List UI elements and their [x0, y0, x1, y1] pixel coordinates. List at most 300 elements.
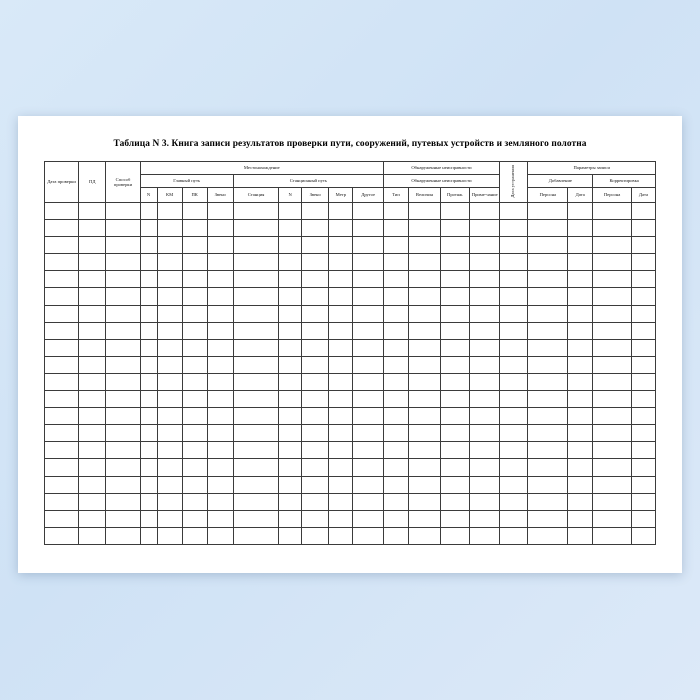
table-cell[interactable] — [470, 442, 500, 459]
table-cell[interactable] — [593, 271, 632, 288]
table-cell[interactable] — [329, 220, 353, 237]
table-cell[interactable] — [207, 254, 233, 271]
table-cell[interactable] — [593, 339, 632, 356]
table-row[interactable] — [45, 527, 656, 544]
table-cell[interactable] — [528, 305, 568, 322]
table-cell[interactable] — [470, 459, 500, 476]
table-cell[interactable] — [182, 459, 207, 476]
table-cell[interactable] — [568, 391, 593, 408]
table-cell[interactable] — [79, 408, 106, 425]
table-cell[interactable] — [440, 425, 470, 442]
table-cell[interactable] — [329, 322, 353, 339]
table-cell[interactable] — [470, 271, 500, 288]
table-cell[interactable] — [409, 425, 441, 442]
table-cell[interactable] — [329, 459, 353, 476]
table-cell[interactable] — [233, 237, 279, 254]
table-cell[interactable] — [593, 493, 632, 510]
table-row[interactable] — [45, 339, 656, 356]
table-cell[interactable] — [500, 425, 528, 442]
table-cell[interactable] — [157, 459, 182, 476]
table-cell[interactable] — [79, 339, 106, 356]
table-cell[interactable] — [500, 373, 528, 390]
table-cell[interactable] — [207, 425, 233, 442]
table-cell[interactable] — [329, 391, 353, 408]
table-cell[interactable] — [500, 237, 528, 254]
table-cell[interactable] — [233, 408, 279, 425]
table-cell[interactable] — [384, 527, 409, 544]
table-cell[interactable] — [233, 203, 279, 220]
table-cell[interactable] — [329, 305, 353, 322]
table-cell[interactable] — [233, 322, 279, 339]
table-cell[interactable] — [279, 203, 302, 220]
table-cell[interactable] — [45, 305, 79, 322]
table-cell[interactable] — [470, 220, 500, 237]
table-cell[interactable] — [182, 391, 207, 408]
table-cell[interactable] — [593, 408, 632, 425]
table-cell[interactable] — [106, 288, 140, 305]
table-row[interactable] — [45, 373, 656, 390]
table-cell[interactable] — [440, 476, 470, 493]
table-row[interactable] — [45, 322, 656, 339]
table-cell[interactable] — [182, 305, 207, 322]
table-cell[interactable] — [384, 356, 409, 373]
table-cell[interactable] — [106, 391, 140, 408]
table-cell[interactable] — [207, 391, 233, 408]
table-cell[interactable] — [470, 373, 500, 390]
table-cell[interactable] — [568, 288, 593, 305]
table-cell[interactable] — [631, 305, 655, 322]
table-cell[interactable] — [45, 339, 79, 356]
table-cell[interactable] — [140, 271, 157, 288]
table-cell[interactable] — [353, 305, 384, 322]
table-cell[interactable] — [631, 220, 655, 237]
table-cell[interactable] — [409, 322, 441, 339]
table-cell[interactable] — [79, 254, 106, 271]
table-cell[interactable] — [106, 527, 140, 544]
table-cell[interactable] — [528, 203, 568, 220]
table-cell[interactable] — [157, 322, 182, 339]
table-cell[interactable] — [79, 203, 106, 220]
table-cell[interactable] — [233, 425, 279, 442]
table-cell[interactable] — [440, 527, 470, 544]
table-cell[interactable] — [353, 373, 384, 390]
table-cell[interactable] — [140, 220, 157, 237]
table-cell[interactable] — [568, 271, 593, 288]
table-row[interactable] — [45, 220, 656, 237]
table-cell[interactable] — [384, 203, 409, 220]
table-cell[interactable] — [329, 203, 353, 220]
table-cell[interactable] — [279, 305, 302, 322]
table-cell[interactable] — [182, 237, 207, 254]
table-cell[interactable] — [593, 510, 632, 527]
table-cell[interactable] — [440, 442, 470, 459]
table-cell[interactable] — [440, 254, 470, 271]
table-cell[interactable] — [528, 288, 568, 305]
table-cell[interactable] — [106, 220, 140, 237]
table-cell[interactable] — [470, 493, 500, 510]
table-cell[interactable] — [140, 305, 157, 322]
table-cell[interactable] — [440, 322, 470, 339]
table-cell[interactable] — [157, 220, 182, 237]
table-cell[interactable] — [470, 425, 500, 442]
table-cell[interactable] — [384, 373, 409, 390]
table-cell[interactable] — [79, 373, 106, 390]
table-cell[interactable] — [353, 493, 384, 510]
table-cell[interactable] — [79, 271, 106, 288]
table-cell[interactable] — [528, 493, 568, 510]
table-cell[interactable] — [140, 322, 157, 339]
table-cell[interactable] — [409, 408, 441, 425]
table-row[interactable] — [45, 356, 656, 373]
table-cell[interactable] — [353, 442, 384, 459]
table-cell[interactable] — [157, 339, 182, 356]
table-cell[interactable] — [182, 322, 207, 339]
table-cell[interactable] — [279, 527, 302, 544]
table-cell[interactable] — [470, 510, 500, 527]
table-cell[interactable] — [384, 459, 409, 476]
table-cell[interactable] — [384, 510, 409, 527]
table-cell[interactable] — [440, 408, 470, 425]
table-cell[interactable] — [440, 459, 470, 476]
table-cell[interactable] — [233, 288, 279, 305]
table-cell[interactable] — [568, 510, 593, 527]
table-cell[interactable] — [384, 493, 409, 510]
table-cell[interactable] — [182, 442, 207, 459]
table-cell[interactable] — [409, 271, 441, 288]
table-row[interactable] — [45, 391, 656, 408]
table-cell[interactable] — [568, 408, 593, 425]
table-cell[interactable] — [528, 408, 568, 425]
table-cell[interactable] — [409, 237, 441, 254]
table-row[interactable] — [45, 271, 656, 288]
table-cell[interactable] — [353, 203, 384, 220]
table-cell[interactable] — [528, 425, 568, 442]
table-cell[interactable] — [45, 408, 79, 425]
table-cell[interactable] — [106, 271, 140, 288]
table-cell[interactable] — [384, 237, 409, 254]
table-row[interactable] — [45, 510, 656, 527]
table-cell[interactable] — [157, 254, 182, 271]
table-cell[interactable] — [106, 339, 140, 356]
table-cell[interactable] — [500, 203, 528, 220]
table-cell[interactable] — [233, 220, 279, 237]
table-cell[interactable] — [207, 322, 233, 339]
table-cell[interactable] — [157, 493, 182, 510]
table-cell[interactable] — [182, 339, 207, 356]
table-cell[interactable] — [500, 271, 528, 288]
table-cell[interactable] — [302, 493, 329, 510]
table-cell[interactable] — [593, 391, 632, 408]
table-cell[interactable] — [568, 305, 593, 322]
table-cell[interactable] — [182, 203, 207, 220]
table-cell[interactable] — [568, 459, 593, 476]
table-cell[interactable] — [106, 459, 140, 476]
table-cell[interactable] — [528, 271, 568, 288]
table-cell[interactable] — [207, 305, 233, 322]
table-cell[interactable] — [470, 254, 500, 271]
table-cell[interactable] — [182, 288, 207, 305]
table-cell[interactable] — [568, 254, 593, 271]
table-cell[interactable] — [631, 339, 655, 356]
table-cell[interactable] — [409, 391, 441, 408]
table-cell[interactable] — [631, 527, 655, 544]
table-cell[interactable] — [500, 391, 528, 408]
table-cell[interactable] — [409, 442, 441, 459]
table-cell[interactable] — [500, 476, 528, 493]
table-cell[interactable] — [568, 203, 593, 220]
table-cell[interactable] — [631, 288, 655, 305]
table-cell[interactable] — [79, 322, 106, 339]
table-cell[interactable] — [302, 459, 329, 476]
table-row[interactable] — [45, 305, 656, 322]
table-cell[interactable] — [353, 322, 384, 339]
table-cell[interactable] — [409, 203, 441, 220]
table-cell[interactable] — [631, 356, 655, 373]
table-cell[interactable] — [631, 459, 655, 476]
table-cell[interactable] — [440, 356, 470, 373]
table-cell[interactable] — [384, 288, 409, 305]
table-cell[interactable] — [568, 442, 593, 459]
table-cell[interactable] — [79, 425, 106, 442]
table-cell[interactable] — [207, 527, 233, 544]
table-cell[interactable] — [106, 373, 140, 390]
table-cell[interactable] — [233, 373, 279, 390]
table-cell[interactable] — [302, 442, 329, 459]
table-cell[interactable] — [140, 254, 157, 271]
table-cell[interactable] — [207, 288, 233, 305]
table-cell[interactable] — [440, 220, 470, 237]
table-row[interactable] — [45, 408, 656, 425]
table-cell[interactable] — [233, 510, 279, 527]
table-row[interactable] — [45, 493, 656, 510]
table-cell[interactable] — [233, 339, 279, 356]
table-cell[interactable] — [384, 271, 409, 288]
table-cell[interactable] — [279, 373, 302, 390]
table-cell[interactable] — [140, 356, 157, 373]
table-cell[interactable] — [140, 288, 157, 305]
table-cell[interactable] — [233, 459, 279, 476]
table-cell[interactable] — [500, 408, 528, 425]
table-cell[interactable] — [528, 391, 568, 408]
table-cell[interactable] — [384, 220, 409, 237]
table-cell[interactable] — [329, 493, 353, 510]
table-cell[interactable] — [140, 237, 157, 254]
table-cell[interactable] — [302, 220, 329, 237]
table-cell[interactable] — [353, 339, 384, 356]
table-cell[interactable] — [631, 373, 655, 390]
table-cell[interactable] — [279, 476, 302, 493]
table-cell[interactable] — [157, 442, 182, 459]
table-cell[interactable] — [568, 339, 593, 356]
table-cell[interactable] — [470, 237, 500, 254]
table-cell[interactable] — [279, 271, 302, 288]
table-cell[interactable] — [384, 254, 409, 271]
table-cell[interactable] — [384, 391, 409, 408]
table-cell[interactable] — [302, 510, 329, 527]
table-cell[interactable] — [528, 322, 568, 339]
table-cell[interactable] — [157, 425, 182, 442]
table-cell[interactable] — [233, 254, 279, 271]
table-cell[interactable] — [233, 391, 279, 408]
table-cell[interactable] — [528, 459, 568, 476]
table-cell[interactable] — [470, 203, 500, 220]
table-cell[interactable] — [409, 220, 441, 237]
table-cell[interactable] — [79, 220, 106, 237]
table-cell[interactable] — [353, 408, 384, 425]
table-cell[interactable] — [329, 356, 353, 373]
table-cell[interactable] — [302, 391, 329, 408]
table-cell[interactable] — [593, 254, 632, 271]
table-row[interactable] — [45, 254, 656, 271]
table-cell[interactable] — [631, 442, 655, 459]
table-cell[interactable] — [353, 237, 384, 254]
table-cell[interactable] — [302, 254, 329, 271]
table-cell[interactable] — [440, 305, 470, 322]
table-cell[interactable] — [302, 425, 329, 442]
table-cell[interactable] — [470, 408, 500, 425]
table-cell[interactable] — [329, 476, 353, 493]
table-cell[interactable] — [470, 288, 500, 305]
table-cell[interactable] — [207, 339, 233, 356]
table-cell[interactable] — [45, 510, 79, 527]
table-cell[interactable] — [409, 493, 441, 510]
table-cell[interactable] — [79, 237, 106, 254]
table-cell[interactable] — [384, 442, 409, 459]
table-cell[interactable] — [302, 339, 329, 356]
table-cell[interactable] — [593, 442, 632, 459]
table-cell[interactable] — [45, 476, 79, 493]
table-cell[interactable] — [528, 527, 568, 544]
table-cell[interactable] — [45, 203, 79, 220]
table-cell[interactable] — [207, 459, 233, 476]
table-cell[interactable] — [182, 220, 207, 237]
table-cell[interactable] — [302, 237, 329, 254]
table-cell[interactable] — [302, 305, 329, 322]
table-cell[interactable] — [106, 493, 140, 510]
table-cell[interactable] — [409, 476, 441, 493]
table-row[interactable] — [45, 459, 656, 476]
table-cell[interactable] — [528, 254, 568, 271]
table-cell[interactable] — [329, 408, 353, 425]
table-cell[interactable] — [440, 493, 470, 510]
table-cell[interactable] — [568, 527, 593, 544]
table-cell[interactable] — [440, 510, 470, 527]
table-cell[interactable] — [157, 510, 182, 527]
table-cell[interactable] — [207, 373, 233, 390]
table-cell[interactable] — [140, 203, 157, 220]
table-cell[interactable] — [470, 305, 500, 322]
table-cell[interactable] — [593, 288, 632, 305]
table-cell[interactable] — [279, 442, 302, 459]
table-cell[interactable] — [106, 425, 140, 442]
table-cell[interactable] — [106, 203, 140, 220]
table-cell[interactable] — [329, 510, 353, 527]
table-cell[interactable] — [528, 476, 568, 493]
table-cell[interactable] — [207, 271, 233, 288]
table-cell[interactable] — [302, 322, 329, 339]
table-cell[interactable] — [45, 220, 79, 237]
table-cell[interactable] — [79, 391, 106, 408]
table-cell[interactable] — [279, 322, 302, 339]
table-cell[interactable] — [500, 356, 528, 373]
table-cell[interactable] — [440, 288, 470, 305]
table-cell[interactable] — [157, 527, 182, 544]
table-cell[interactable] — [409, 373, 441, 390]
table-cell[interactable] — [470, 322, 500, 339]
table-cell[interactable] — [182, 254, 207, 271]
table-cell[interactable] — [593, 527, 632, 544]
table-cell[interactable] — [353, 425, 384, 442]
table-cell[interactable] — [568, 493, 593, 510]
table-cell[interactable] — [207, 510, 233, 527]
table-cell[interactable] — [353, 459, 384, 476]
table-cell[interactable] — [207, 493, 233, 510]
table-cell[interactable] — [279, 459, 302, 476]
table-cell[interactable] — [384, 322, 409, 339]
table-cell[interactable] — [409, 510, 441, 527]
table-cell[interactable] — [593, 305, 632, 322]
table-cell[interactable] — [440, 203, 470, 220]
table-row[interactable] — [45, 442, 656, 459]
table-cell[interactable] — [106, 442, 140, 459]
table-cell[interactable] — [329, 373, 353, 390]
table-cell[interactable] — [631, 203, 655, 220]
table-cell[interactable] — [302, 271, 329, 288]
table-cell[interactable] — [500, 288, 528, 305]
table-cell[interactable] — [140, 527, 157, 544]
table-cell[interactable] — [470, 339, 500, 356]
table-cell[interactable] — [140, 425, 157, 442]
table-cell[interactable] — [233, 476, 279, 493]
table-cell[interactable] — [631, 510, 655, 527]
table-cell[interactable] — [279, 254, 302, 271]
table-cell[interactable] — [140, 339, 157, 356]
table-cell[interactable] — [45, 459, 79, 476]
table-cell[interactable] — [440, 237, 470, 254]
table-cell[interactable] — [528, 510, 568, 527]
table-cell[interactable] — [440, 271, 470, 288]
table-cell[interactable] — [528, 237, 568, 254]
table-cell[interactable] — [353, 476, 384, 493]
table-cell[interactable] — [440, 391, 470, 408]
table-cell[interactable] — [568, 476, 593, 493]
table-cell[interactable] — [140, 476, 157, 493]
table-cell[interactable] — [279, 391, 302, 408]
table-cell[interactable] — [593, 356, 632, 373]
table-cell[interactable] — [106, 510, 140, 527]
table-cell[interactable] — [568, 425, 593, 442]
table-cell[interactable] — [279, 237, 302, 254]
table-cell[interactable] — [45, 288, 79, 305]
table-cell[interactable] — [157, 391, 182, 408]
table-cell[interactable] — [470, 391, 500, 408]
table-cell[interactable] — [593, 459, 632, 476]
table-cell[interactable] — [207, 442, 233, 459]
table-cell[interactable] — [384, 476, 409, 493]
table-cell[interactable] — [568, 356, 593, 373]
table-cell[interactable] — [79, 356, 106, 373]
table-cell[interactable] — [45, 322, 79, 339]
table-cell[interactable] — [353, 527, 384, 544]
table-cell[interactable] — [79, 442, 106, 459]
table-row[interactable] — [45, 476, 656, 493]
table-row[interactable] — [45, 425, 656, 442]
table-cell[interactable] — [79, 459, 106, 476]
table-cell[interactable] — [329, 288, 353, 305]
table-cell[interactable] — [207, 356, 233, 373]
table-cell[interactable] — [409, 305, 441, 322]
table-cell[interactable] — [631, 237, 655, 254]
